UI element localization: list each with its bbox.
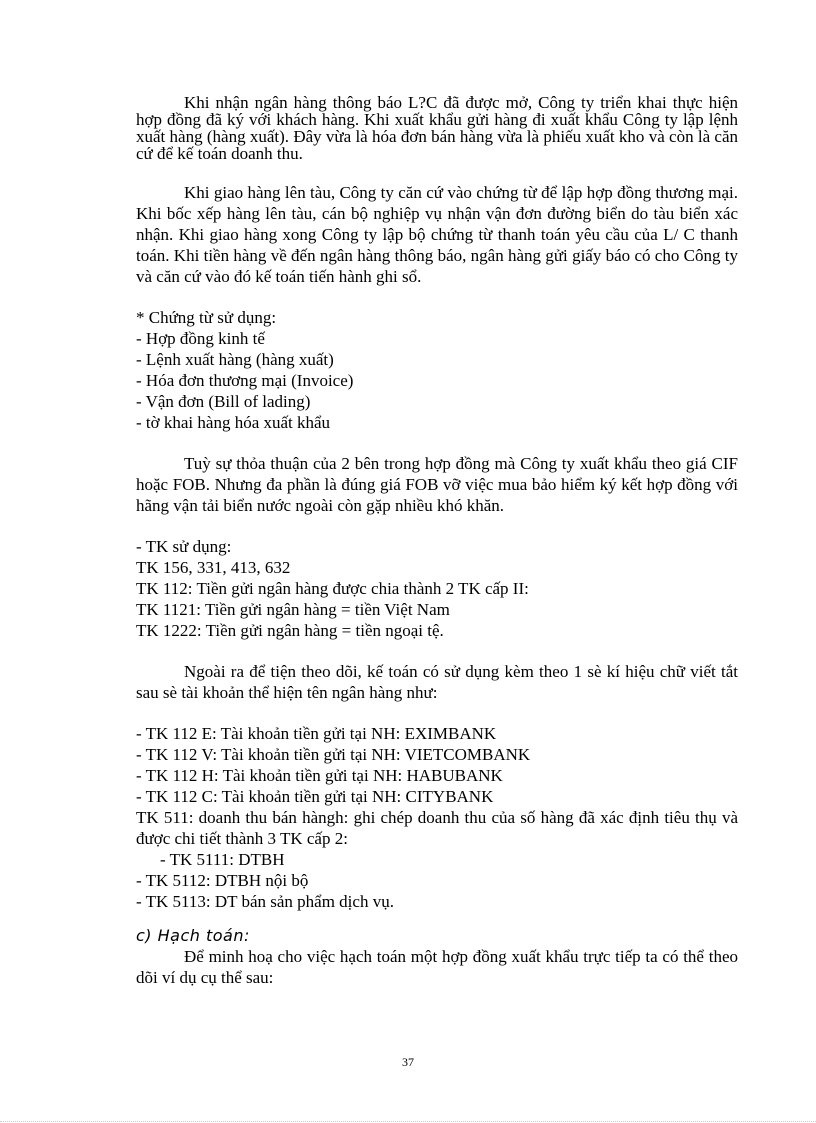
- accounts-line: TK 156, 331, 413, 632: [136, 558, 291, 577]
- paragraph-bank-abbreviations: Ngoài ra để tiện theo dõi, kế toán có sử dụng kèm theo 1 sè kí hiệu chữ viết tắt sau sè tài khoản thể hiện tên ngân hàng như:: [136, 662, 738, 702]
- footer-divider: [0, 1121, 816, 1122]
- accounts-line: TK 112: Tiền gửi ngân hàng được chia thành 2 TK cấp II:: [136, 579, 529, 598]
- paragraph-lc-notice: Khi nhận ngân hàng thông báo L?C đã được mở, Công ty triển khai thực hiện hợp đồng đã ký với khách hàng. Khi xuất khẩu gửi hàng đi xuất khẩu Công ty lập lệnh xuất hàng (hàng xuất). Đây vừa là hóa đơn bán hàng vừa là phiếu xuất kho và còn là căn cứ để kế toán doanh thu.: [136, 93, 738, 163]
- section-heading: c) Hạch toán:: [136, 926, 250, 945]
- accounts-heading: - TK sử dụng:: [136, 537, 232, 556]
- revenue-account-line: - TK 5112: DTBH nội bộ: [136, 871, 309, 890]
- paragraph-cif-fob: Tuỳ sự thỏa thuận của 2 bên trong hợp đồng mà Công ty xuất khẩu theo giá CIF hoặc FOB. Nhưng đa phần là đúng giá FOB vỡ việc mua bảo hiểm ký kết hợp đồng với hãng vận tải biển nước ngoài còn gặp nhiều khó khăn.: [136, 454, 738, 515]
- revenue-account-line: - TK 5113: DT bán sản phẩm dịch vụ.: [136, 892, 394, 911]
- documents-item: - tờ khai hàng hóa xuất khẩu: [136, 413, 331, 432]
- paragraph-revenue-account: TK 511: doanh thu bán hàngh: ghi chép doanh thu của số hàng đã xác định tiêu thụ và được chi tiết thành 3 TK cấp 2:: [136, 808, 738, 848]
- documents-item: - Lệnh xuất hàng (hàng xuất): [136, 350, 334, 369]
- paragraph-example-intro: Để minh hoạ cho việc hạch toán một hợp đồng xuất khẩu trực tiếp ta có thể theo dõi ví dụ cụ thể sau:: [136, 947, 738, 987]
- bank-account-line: - TK 112 C: Tài khoản tiền gửi tại NH: CITYBANK: [136, 787, 494, 806]
- documents-item: - Vận đơn (Bill of lading): [136, 392, 311, 411]
- bank-account-line: - TK 112 E: Tài khoản tiền gửi tại NH: EXIMBANK: [136, 724, 497, 743]
- revenue-account-line: - TK 5111: DTBH: [160, 850, 285, 869]
- accounts-line: TK 1121: Tiền gửi ngân hàng = tiền Việt Nam: [136, 600, 450, 619]
- documents-item: - Hợp đồng kinh tế: [136, 329, 265, 348]
- bank-account-line: - TK 112 H: Tài khoản tiền gửi tại NH: HABUBANK: [136, 766, 503, 785]
- documents-item: - Hóa đơn thương mại (Invoice): [136, 371, 354, 390]
- bank-account-line: - TK 112 V: Tài khoản tiền gửi tại NH: VIETCOMBANK: [136, 745, 531, 764]
- page-number: 37: [402, 1055, 414, 1069]
- documents-heading: * Chứng từ sử dụng:: [136, 308, 277, 327]
- paragraph-shipping: Khi giao hàng lên tàu, Công ty căn cứ vào chứng từ để lập hợp đồng thương mại. Khi bốc xếp hàng lên tàu, cán bộ nghiệp vụ nhận vận đơn đường biển do tàu biển xác nhận. Khi giao hàng xong Công ty lập bộ chứng từ thanh toán yêu cầu của L/ C thanh toán. Khi tiền hàng về đến ngân hàng thông báo, ngân hàng gửi giấy báo có cho Công ty và căn cứ vào đó kế toán tiến hành ghi sổ.: [136, 183, 738, 286]
- document-page: [136, 94, 738, 988]
- accounts-line: TK 1222: Tiền gửi ngân hàng = tiền ngoại tệ.: [136, 621, 444, 640]
